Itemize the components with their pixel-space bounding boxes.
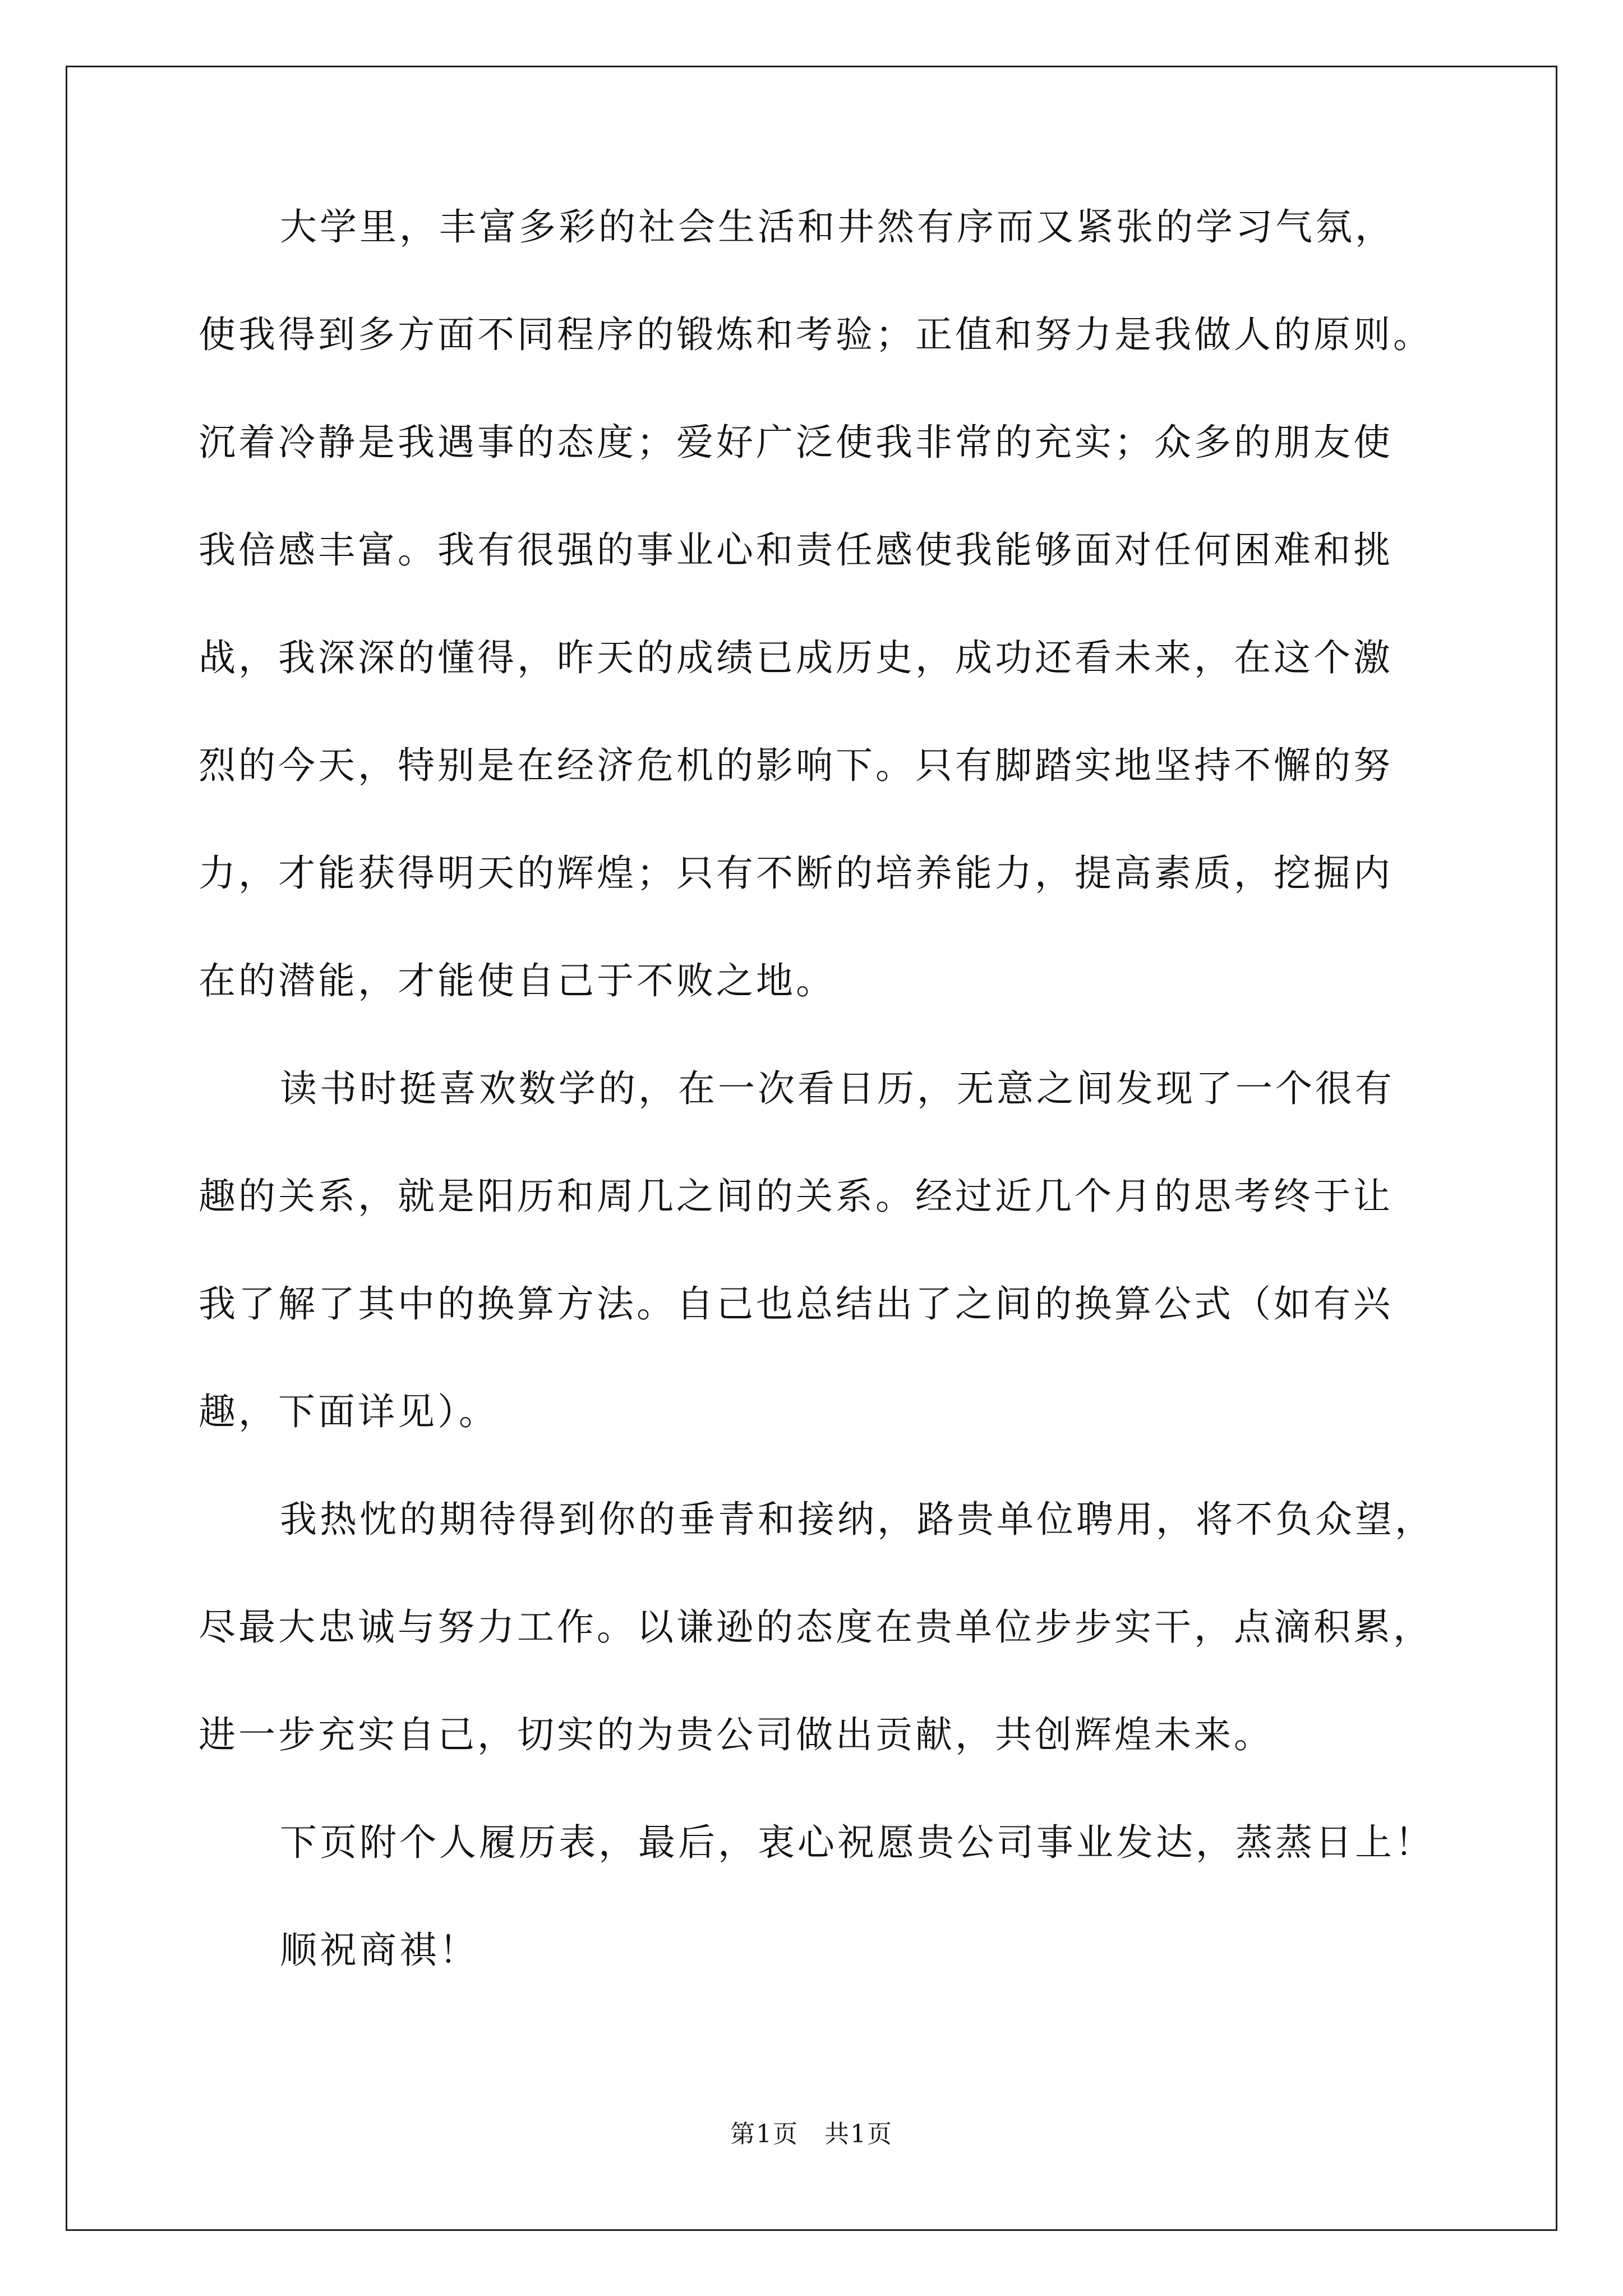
paragraph-1-line-7: 力，才能获得明天的辉煌；只有不断的培养能力，提高素质，挖掘内 [199,852,1393,895]
paragraph-1-line-3: 沉着冷静是我遇事的态度；爱好广泛使我非常的充实；众多的朋友使 [199,421,1393,464]
paragraph-2-line-3: 我了解了其中的换算方法。自己也总结出了之间的换算公式（如有兴 [199,1282,1393,1326]
paragraph-1-line-4: 我倍感丰富。我有很强的事业心和责任感使我能够面对任何困难和挑 [199,528,1393,572]
paragraph-3-line-3: 进一步充实自己，切实的为贵公司做出贡献，共创辉煌未来。 [199,1713,1274,1756]
paragraph-2-line-2: 趣的关系，就是阳历和周几之间的关系。经过近几个月的思考终于让 [199,1175,1393,1218]
paragraph-3-line-1: 我热忱的期待得到你的垂青和接纳，路贵单位聘用，将不负众望， [280,1498,1435,1541]
paragraph-2-line-1: 读书时挺喜欢数学的，在一次看日历，无意之间发现了一个很有 [280,1067,1395,1110]
paragraph-3-line-2: 尽最大忠诚与努力工作。以谦逊的态度在贵单位步步实干，点滴积累， [199,1605,1433,1649]
closing-salutation: 顺祝商祺！ [280,1929,479,1972]
letter-body [199,205,1435,2039]
paragraph-4-line-1: 下页附个人履历表，最后，衷心祝愿贵公司事业发达，蒸蒸日上！ [280,1821,1435,1864]
paragraph-1-line-6: 烈的今天，特别是在经济危机的影响下。只有脚踏实地坚持不懈的努 [199,744,1393,787]
paragraph-1-line-2: 使我得到多方面不同程序的锻炼和考验；正值和努力是我做人的原则。 [199,313,1433,356]
page-number: 第1页 共1页 [730,2120,893,2148]
paragraph-1-line-5: 战，我深深的懂得，昨天的成绩已成历史，成功还看未来，在这个激 [199,636,1393,679]
paragraph-1-line-1: 大学里，丰富多彩的社会生活和井然有序而又紧张的学习气氛， [280,205,1395,249]
paragraph-2-line-4: 趣，下面详见）。 [199,1390,499,1433]
paragraph-1-line-8: 在的潜能，才能使自己于不败之地。 [199,959,836,1002]
